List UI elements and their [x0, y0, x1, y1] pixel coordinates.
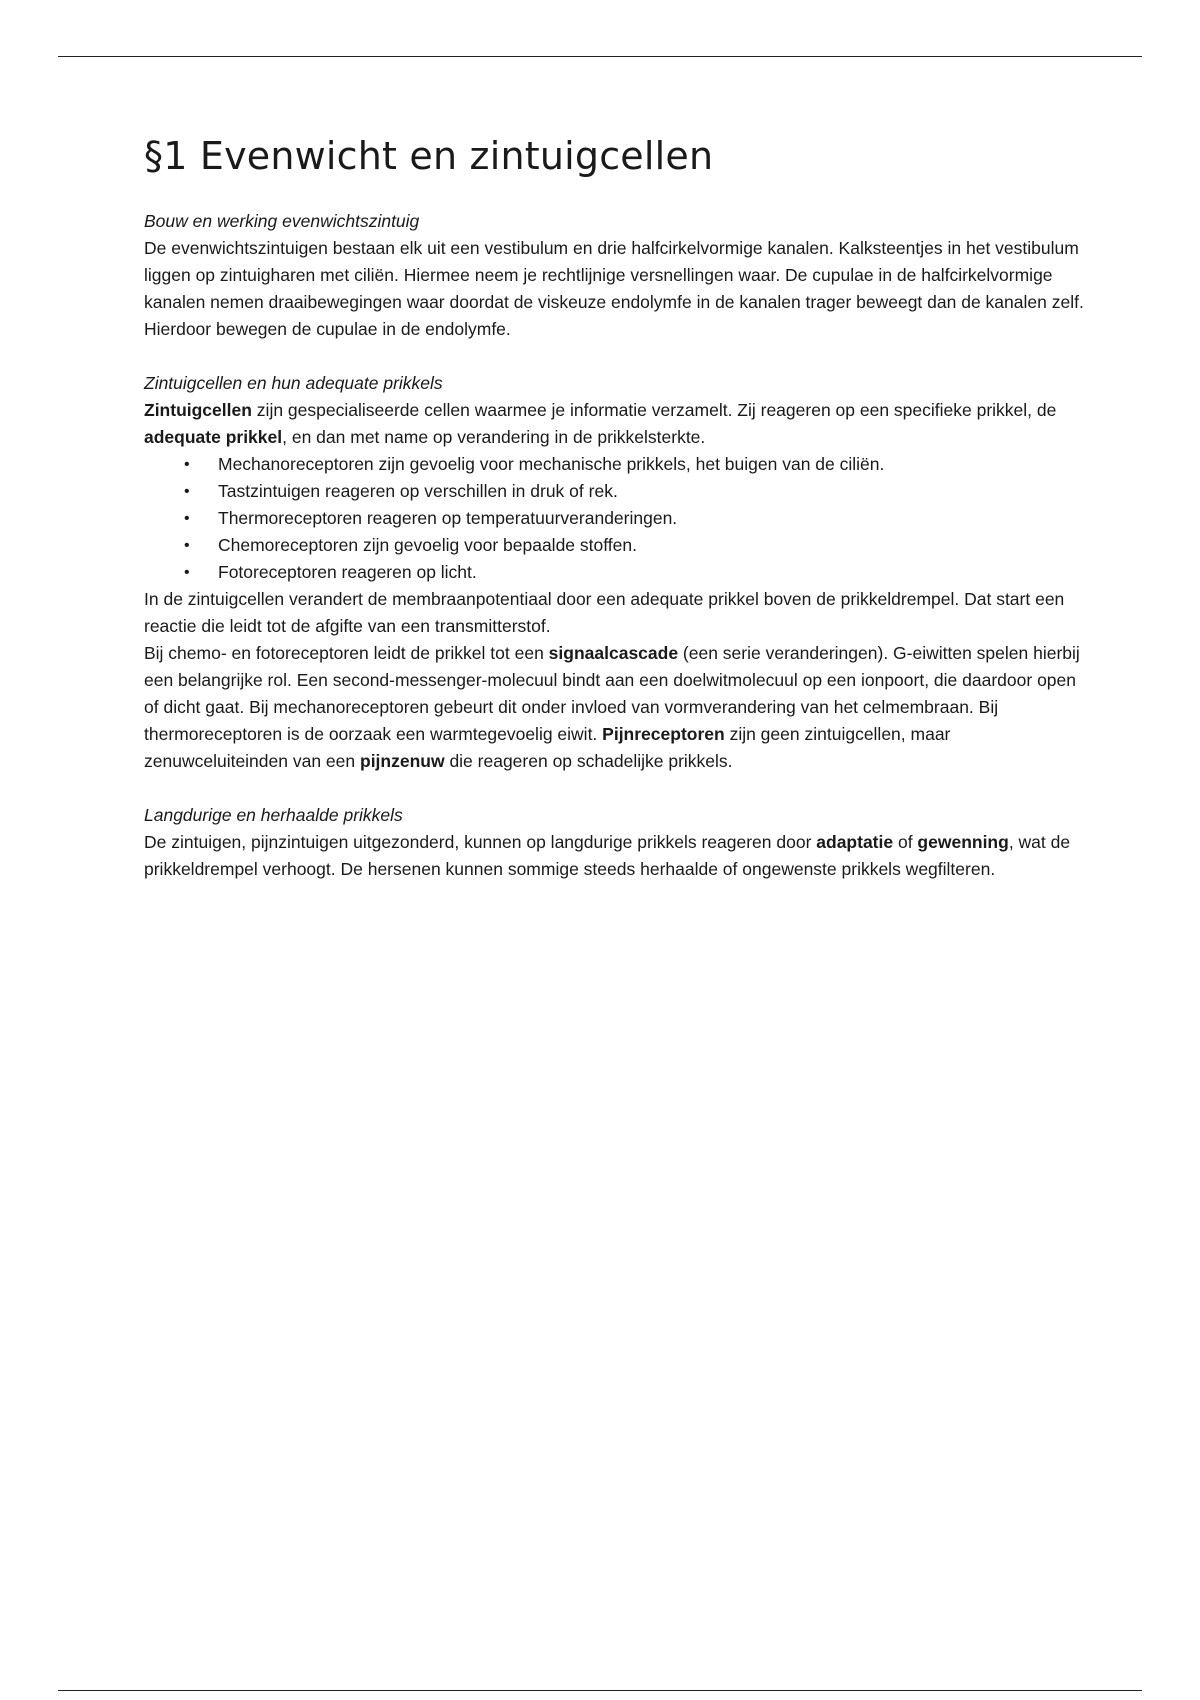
- list-item-text: Thermoreceptoren reageren op temperatuurveranderingen.: [218, 507, 678, 528]
- bold-term: adaptatie: [816, 831, 894, 852]
- paragraph: [144, 829, 1084, 883]
- section-balance-organ: [144, 208, 1084, 343]
- bullet-icon: •: [184, 563, 190, 581]
- bullet-icon: •: [184, 455, 190, 473]
- section-sensory-cells: [144, 370, 1084, 775]
- document-body: [144, 134, 1084, 910]
- bold-term: adequate prikkel: [144, 426, 283, 447]
- bold-term: pijnzenuw: [360, 750, 445, 771]
- list-item-text: Tastzintuigen reageren op verschillen in druk of rek.: [218, 480, 618, 501]
- section-heading: Zintuigcellen en hun adequate prikkels: [144, 372, 443, 393]
- text-run: , en dan met name op verandering in de prikkelsterkte.: [282, 426, 706, 447]
- text-run: , wat de prikkeldrempel verhoogt. De hersenen kunnen sommige steeds herhaalde of ongewenste prikkels wegfilteren.: [144, 831, 1071, 879]
- bold-term: signaalcascade: [548, 642, 679, 663]
- bold-term: Zintuigcellen: [144, 399, 252, 420]
- receptor-list: [144, 451, 1084, 586]
- list-item: [184, 559, 1084, 586]
- list-item: [184, 532, 1084, 559]
- footer-rule: [58, 1690, 1142, 1691]
- list-item: [184, 505, 1084, 532]
- list-item: [184, 451, 1084, 478]
- section-heading: Langdurige en herhaalde prikkels: [144, 804, 403, 825]
- list-item-text: Fotoreceptoren reageren op licht.: [218, 561, 477, 582]
- text-run: zijn geen zintuigcellen, maar zenuwceluiteinden van een: [144, 723, 951, 771]
- text-run: of: [893, 831, 918, 852]
- bold-term: Pijnreceptoren: [602, 723, 725, 744]
- text-run: Bij chemo- en fotoreceptoren leidt de prikkel tot een: [144, 642, 549, 663]
- section-heading: Bouw en werking evenwichtszintuig: [144, 210, 420, 231]
- bullet-icon: •: [184, 482, 190, 500]
- bullet-icon: •: [184, 536, 190, 554]
- paragraph: [144, 640, 1084, 775]
- paragraph: [144, 397, 1084, 451]
- bullet-icon: •: [184, 509, 190, 527]
- text-run: De zintuigen, pijnzintuigen uitgezonderd, kunnen op langdurige prikkels reageren door: [144, 831, 817, 852]
- list-item-text: Chemoreceptoren zijn gevoelig voor bepaalde stoffen.: [218, 534, 637, 555]
- section-prolonged-stimuli: [144, 802, 1084, 883]
- paragraph: In de zintuigcellen verandert de membraanpotentiaal door een adequate prikkel boven de prikkeldrempel. Dat start een reactie die leidt tot de afgifte van een transmitterstof.: [144, 588, 1065, 636]
- text-run: (een serie veranderingen). G-eiwitten spelen hierbij een belangrijke rol. Een second-messenger-molecuul bindt aan een doelwitmolecuul op een ionpoort, die daardoor open of dicht gaat. Bij mechanoreceptoren gebeurt dit onder invloed van vormverandering van het celmembraan. Bij thermoreceptoren is de oorzaak een warmtegevoelig eiwit.: [144, 642, 1080, 744]
- list-item: [184, 478, 1084, 505]
- text-run: zijn gespecialiseerde cellen waarmee je informatie verzamelt. Zij reageren op een specifieke prikkel, de: [251, 399, 1057, 420]
- list-item-text: Mechanoreceptoren zijn gevoelig voor mechanische prikkels, het buigen van de ciliën.: [218, 453, 885, 474]
- text-run: die reageren op schadelijke prikkels.: [444, 750, 733, 771]
- paragraph: De evenwichtszintuigen bestaan elk uit een vestibulum en drie halfcirkelvormige kanalen. Kalksteentjes in het vestibulum liggen op zintuigharen met ciliën. Hiermee neem je rechtlijnige versnellingen waar. De cupulae in de halfcirkelvormige kanalen nemen draaibewegingen waar doordat de viskeuze endolymfe in de kanalen trager beweegt dan de kanalen zelf. Hierdoor bewegen de cupulae in de endolymfe.: [144, 237, 1084, 339]
- bold-term: gewenning: [917, 831, 1009, 852]
- page-title: §1 Evenwicht en zintuigcellen: [144, 134, 714, 178]
- header-rule: [58, 56, 1142, 57]
